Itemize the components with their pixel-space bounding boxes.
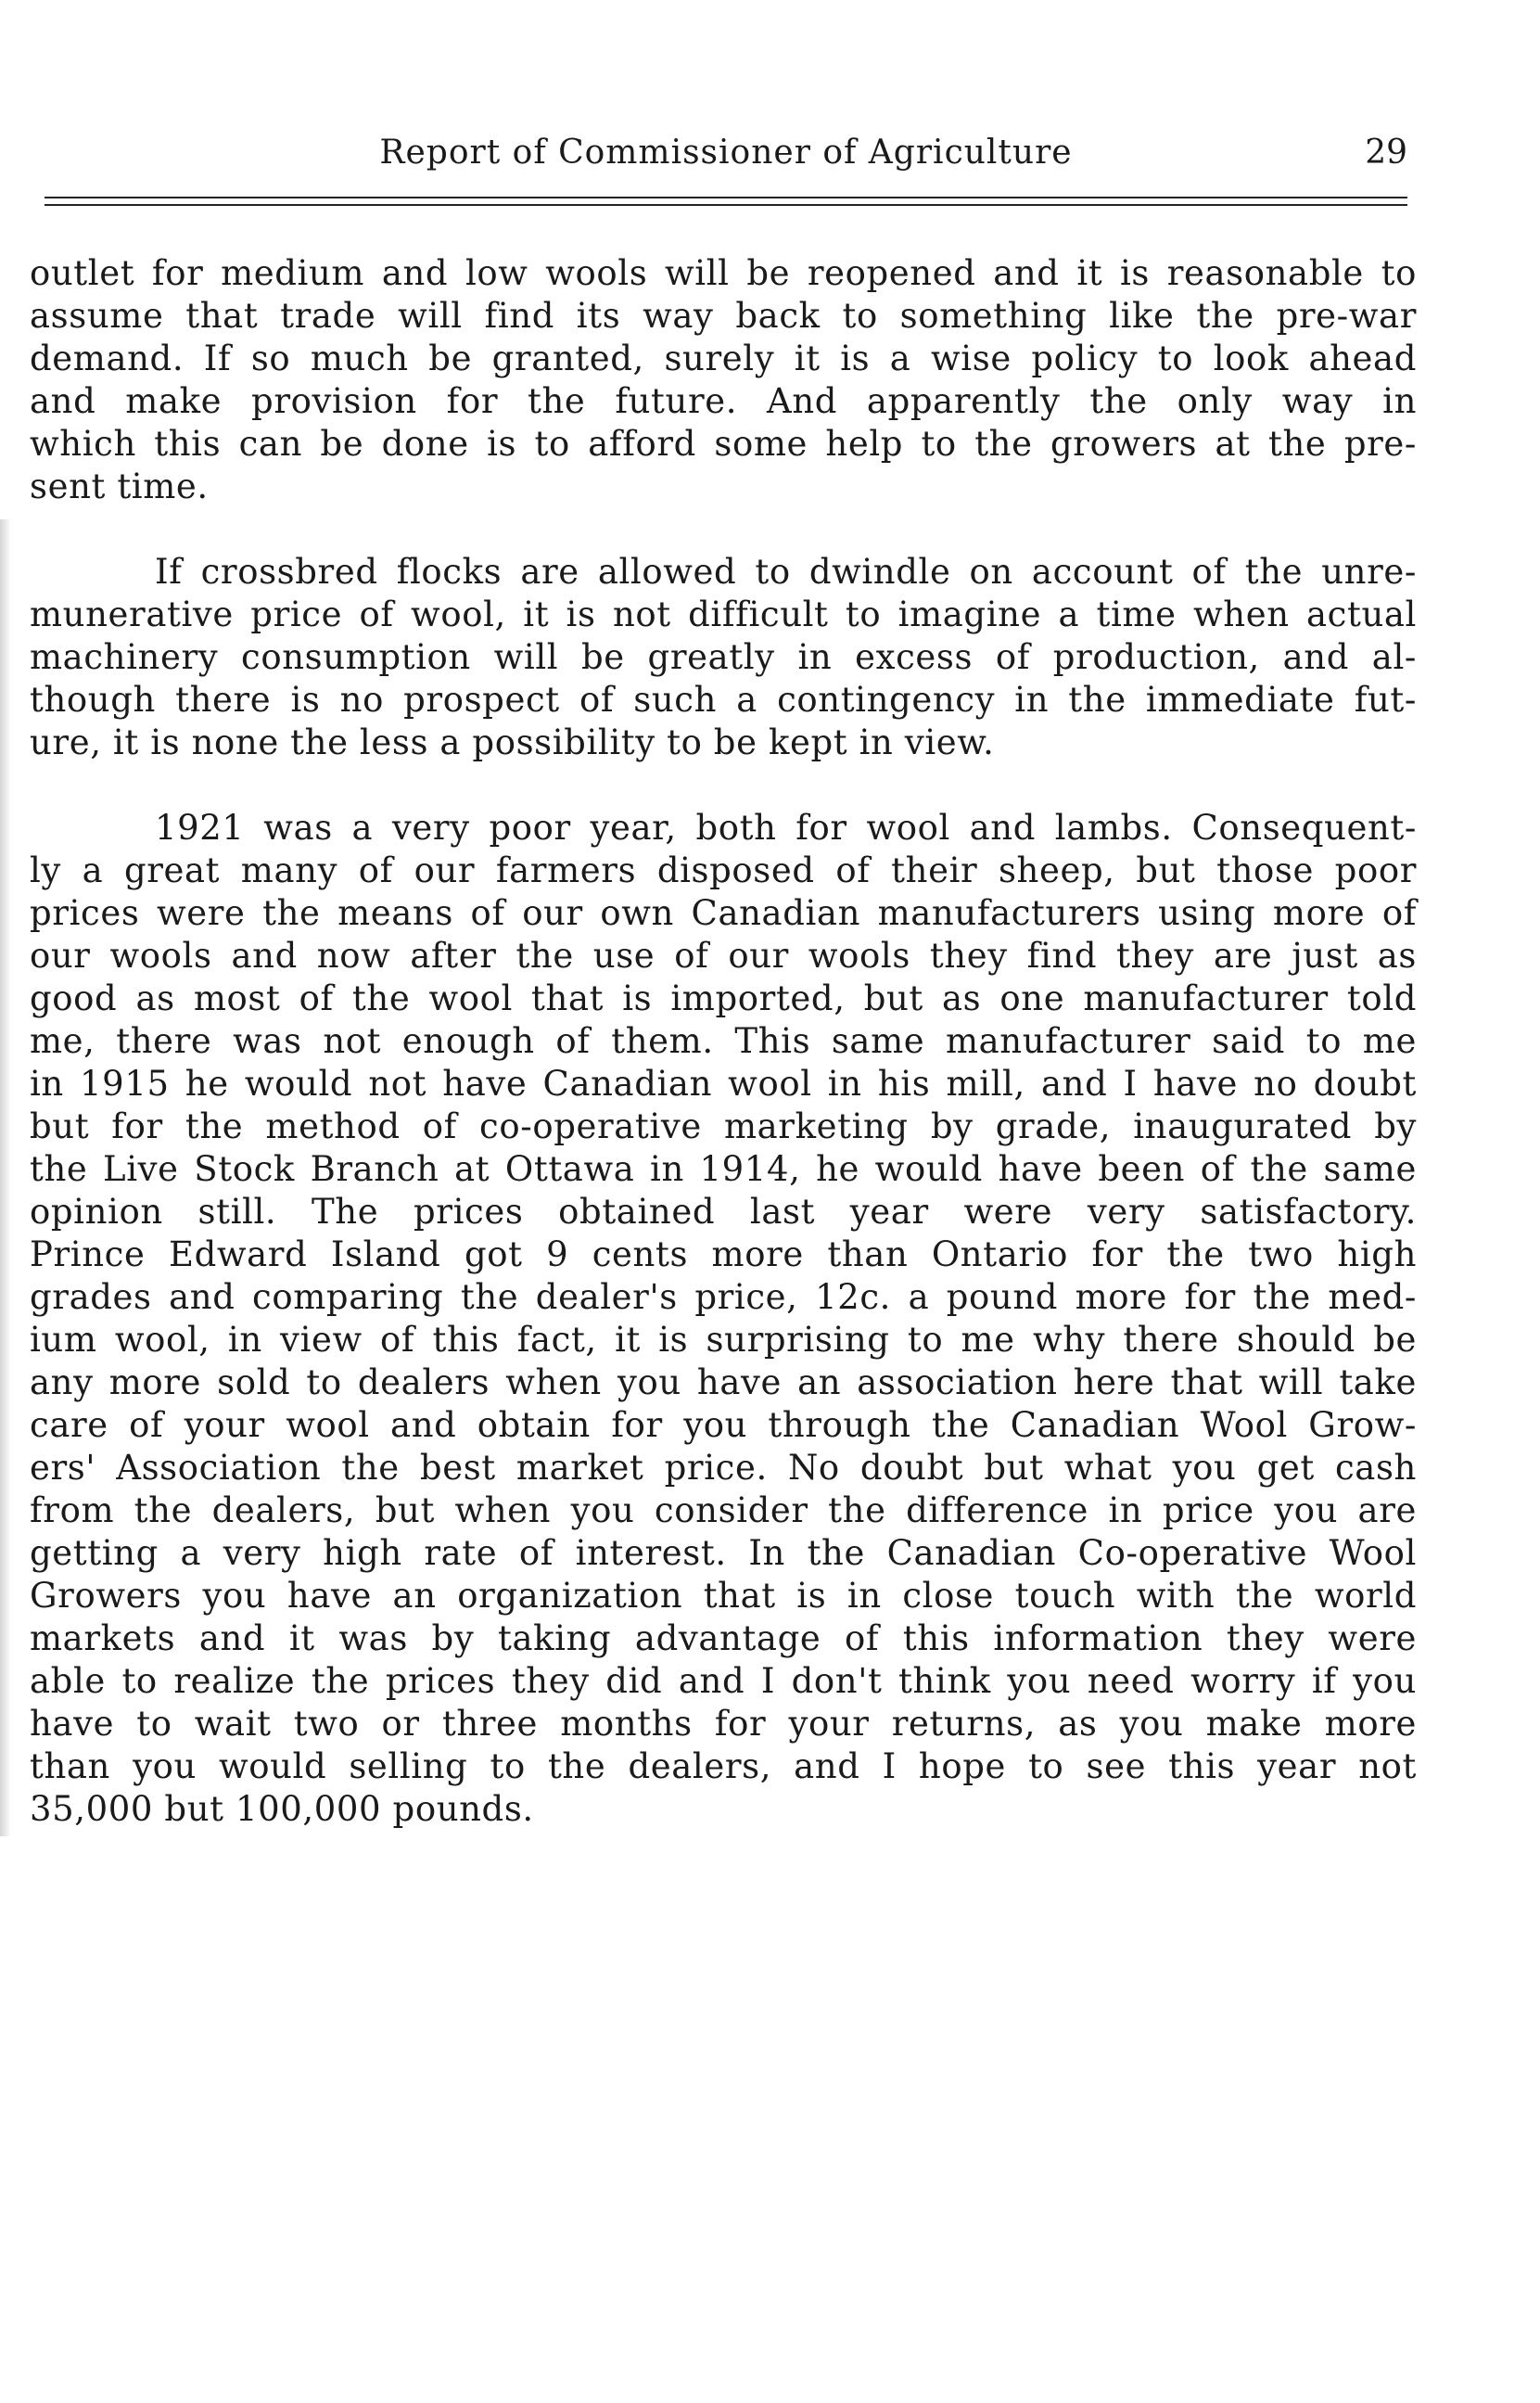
text-line: have to wait two or three months for your returns, as you make more: [30, 1704, 1417, 1744]
paragraph-1: [30, 252, 1417, 508]
text-line: munerative price of wool, it is not difficult to imagine a time when actual: [30, 594, 1417, 634]
text-line: assume that trade will find its way back to something like the pre-war: [30, 296, 1417, 336]
text-line: though there is no prospect of such a contingency in the immediate fut-: [30, 680, 1417, 720]
text-line: from the dealers, but when you consider the difference in price you are: [30, 1490, 1417, 1530]
text-line: ly a great many of our farmers disposed of their sheep, but those poor: [30, 850, 1417, 890]
text-line: prices were the means of our own Canadian manufacturers using more of: [30, 893, 1417, 933]
text-line: If crossbred flocks are allowed to dwindle on account of the unre-: [155, 552, 1417, 592]
text-line: but for the method of co-operative marketing by grade, inaugurated by: [30, 1106, 1417, 1146]
text-line: which this can be done is to afford some help to the growers at the pre-: [30, 424, 1417, 464]
text-line: good as most of the wool that is imported, but as one manufacturer told: [30, 978, 1417, 1018]
text-line: outlet for medium and low wools will be reopened and it is reasonable to: [30, 253, 1417, 293]
page-number: 29: [1365, 134, 1407, 172]
text-line: machinery consumption will be greatly in excess of production, and al-: [30, 637, 1417, 677]
text-line: getting a very high rate of interest. In the Canadian Co-operative Wool: [30, 1533, 1417, 1573]
text-line: any more sold to dealers when you have an association here that will take: [30, 1362, 1417, 1402]
text-line: Prince Edward Island got 9 cents more than Ontario for the two high: [30, 1234, 1417, 1274]
text-line: ium wool, in view of this fact, it is surprising to me why there should be: [30, 1320, 1417, 1360]
text-line: able to realize the prices they did and I don't think you need worry if you: [30, 1661, 1417, 1701]
paragraph-2: [30, 551, 1417, 764]
text-line: our wools and now after the use of our wools they find they are just as: [30, 936, 1417, 976]
text-line: 1921 was a very poor year, both for wool and lambs. Consequent-: [155, 808, 1417, 848]
text-line: 35,000 but 100,000 pounds.: [30, 1789, 534, 1829]
text-line: and make provision for the future. And apparently the only way in: [30, 381, 1417, 421]
text-line: in 1915 he would not have Canadian wool in his mill, and I have no doubt: [30, 1064, 1417, 1104]
text-line: the Live Stock Branch at Ottawa in 1914, he would have been of the same: [30, 1149, 1417, 1189]
text-line: opinion still. The prices obtained last year were very satisfactory.: [30, 1192, 1417, 1232]
text-line: ers' Association the best market price. No doubt but what you get cash: [30, 1448, 1417, 1488]
text-line: than you would selling to the dealers, and I hope to see this year not: [30, 1746, 1417, 1786]
text-line: demand. If so much be granted, surely it is a wise policy to look ahead: [30, 339, 1417, 378]
text-line: care of your wool and obtain for you through the Canadian Wool Grow-: [30, 1405, 1417, 1445]
text-line: me, there was not enough of them. This same manufacturer said to me: [30, 1021, 1417, 1061]
paragraph-3: [30, 807, 1417, 1831]
binding-shadow: [0, 519, 11, 1836]
body-text: [30, 252, 1417, 1831]
text-line: grades and comparing the dealer's price, 12c. a pound more for the med-: [30, 1277, 1417, 1317]
text-line: markets and it was by taking advantage of this information they were: [30, 1618, 1417, 1658]
running-title: Report of Commissioner of Agriculture: [379, 134, 1073, 172]
text-line: Growers you have an organization that is in close touch with the world: [30, 1576, 1417, 1616]
running-header: [45, 130, 1407, 176]
header-rule-top: [45, 197, 1407, 198]
header-rule-bottom: [45, 204, 1407, 206]
text-line: sent time.: [30, 467, 209, 506]
text-line: ure, it is none the less a possibility to be kept in view.: [30, 722, 995, 762]
